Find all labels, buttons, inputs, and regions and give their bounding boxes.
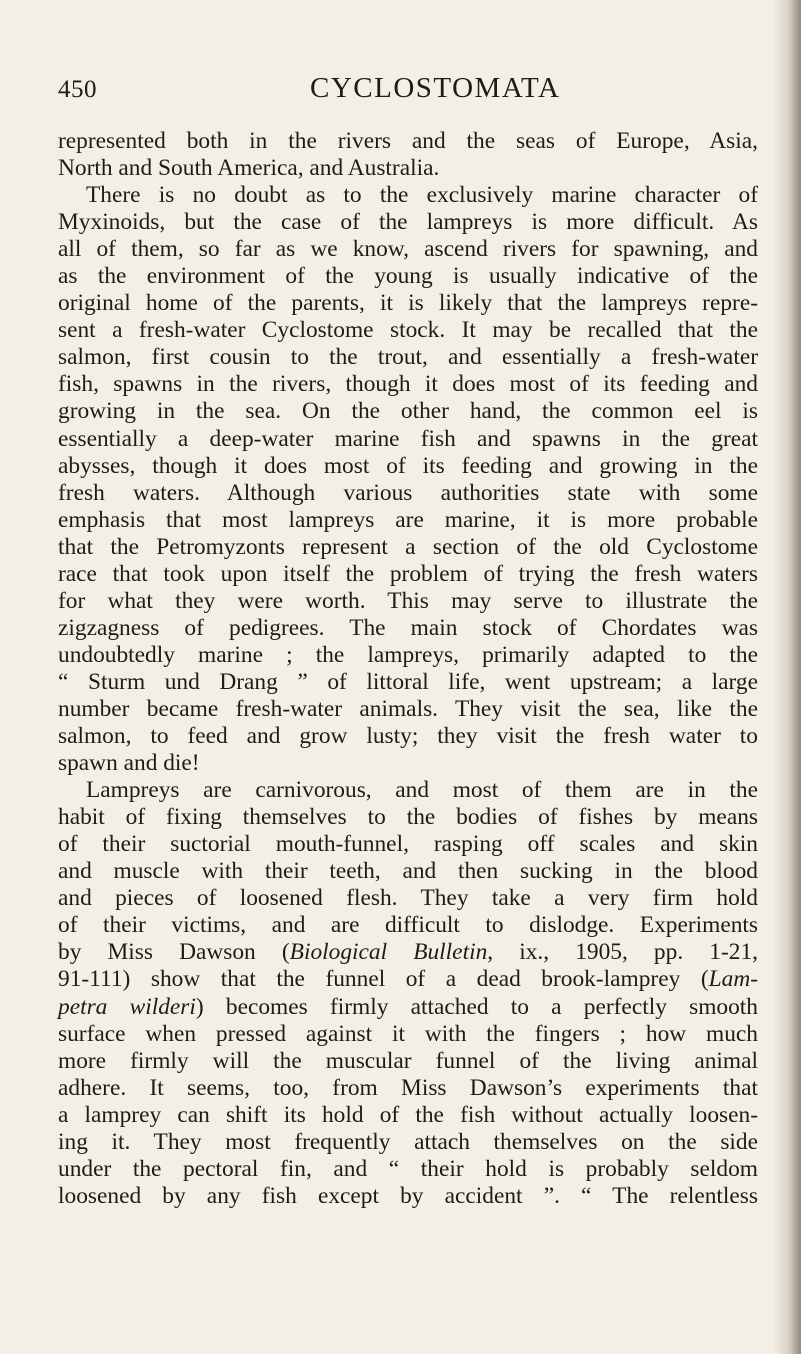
italic-citation: Lam- <box>708 966 758 993</box>
text-line <box>58 588 758 615</box>
text-line <box>58 1021 758 1048</box>
text-line <box>58 371 758 398</box>
text-line <box>58 1129 758 1156</box>
text-line <box>58 1075 758 1102</box>
text-line <box>58 534 758 561</box>
text-line <box>58 453 758 480</box>
text-line <box>58 561 758 588</box>
text-line <box>58 290 758 317</box>
page-number: 450 <box>58 76 97 103</box>
text-line-segment: that the Petromyzonts represent a section of the old Cyclostome <box>58 533 758 560</box>
text-line <box>58 939 758 966</box>
text-line <box>58 858 758 885</box>
text-line <box>58 317 758 344</box>
text-line <box>58 696 758 723</box>
text-line-segment: of their suctorial mouth-funnel, rasping off scales and skin <box>58 831 758 858</box>
text-line-segment: ing it. They most frequently attach themselves on the side <box>58 1128 758 1155</box>
text-line-segment: as the environment of the young is usually indicative of the <box>58 263 758 290</box>
text-line-segment: essentially a deep-water marine fish and spawns in the great <box>58 425 758 452</box>
running-head: CYCLOSTOMATA <box>310 72 561 104</box>
text-line-segment: fish, spawns in the rivers, though it does most of its feeding and <box>58 371 758 398</box>
text-line <box>58 182 758 209</box>
text-line-segment: under the pectoral fin, and “ their hold is probably seldom <box>58 1155 758 1182</box>
text-line <box>58 209 758 236</box>
text-line <box>58 155 758 182</box>
text-line-segment: and pieces of loosened flesh. They take a very firm hold <box>58 885 758 912</box>
text-line <box>58 912 758 939</box>
text-line-segment: Myxinoids, but the case of the lampreys is more difficult. As <box>58 209 758 236</box>
text-line-segment: fresh waters. Although various authorities state with some <box>58 479 758 506</box>
text-line <box>58 831 758 858</box>
text-line-segment: zigzagness of pedigrees. The main stock of Chordates was <box>58 614 758 641</box>
text-line-segment: spawn and die! <box>58 750 200 777</box>
text-line-segment: and muscle with their teeth, and then sucking in the blood <box>58 858 758 885</box>
text-line <box>58 480 758 507</box>
page-header <box>58 72 758 112</box>
text-line-segment: growing in the sea. On the other hand, the common eel is <box>58 398 758 425</box>
text-line-segment: undoubtedly marine ; the lampreys, primarily adapted to the <box>58 641 758 668</box>
text-line <box>58 777 758 804</box>
text-line-segment: There is no doubt as to the exclusively marine character of <box>86 182 758 209</box>
text-line <box>58 750 758 777</box>
text-line <box>58 994 758 1021</box>
text-line <box>58 426 758 453</box>
text-line-segment: adhere. It seems, too, from Miss Dawson’s experiments that <box>58 1074 758 1101</box>
italic-citation: Biological Bulletin <box>289 939 488 966</box>
text-line-segment: salmon, to feed and grow lusty; they visit the fresh water to <box>58 723 758 750</box>
text-line-segment: habit of fixing themselves to the bodies of fishes by means <box>58 804 758 831</box>
text-line-segment: ) becomes firmly attached to a perfectly smooth <box>195 993 758 1020</box>
text-line-segment: emphasis that most lampreys are marine, it is more probable <box>58 506 758 533</box>
text-line-segment: represented both in the rivers and the seas of Europe, Asia, <box>58 128 758 154</box>
text-line-segment: salmon, first cousin to the trout, and essentially a fresh-water <box>58 344 758 371</box>
text-line <box>58 398 758 425</box>
text-line-segment: number became fresh-water animals. They visit the sea, like the <box>58 695 758 722</box>
text-line <box>58 507 758 534</box>
italic-citation: petra wilderi <box>58 993 196 1020</box>
text-line <box>58 1048 758 1075</box>
text-line <box>58 804 758 831</box>
text-line-segment: North and South America, and Australia. <box>58 155 440 182</box>
text-line <box>58 966 758 993</box>
text-line <box>58 723 758 750</box>
text-line-segment: of their victims, and are difficult to dislodge. Experiments <box>58 912 758 939</box>
text-line-segment: more firmly will the muscular funnel of the living animal <box>58 1047 758 1074</box>
text-line-segment: surface when pressed against it with the fingers ; how much <box>58 1020 758 1047</box>
text-line-segment: “ Sturm und Drang ” of littoral life, went upstream; a large <box>58 668 758 695</box>
text-line <box>58 615 758 642</box>
page-edge-shadow <box>773 0 801 1354</box>
text-line-segment: Lampreys are carnivorous, and most of them are in the <box>86 777 758 804</box>
text-line <box>58 1183 758 1210</box>
text-line <box>58 642 758 669</box>
text-line <box>58 1156 758 1183</box>
text-line <box>58 128 758 155</box>
text-line <box>58 1102 758 1129</box>
text-line <box>58 669 758 696</box>
text-line-segment: race that took upon itself the problem of trying the fresh waters <box>58 560 758 587</box>
text-line-segment: a lamprey can shift its hold of the fish without actually loosen- <box>58 1101 758 1128</box>
text-line-segment: 91-111) show that the funnel of a dead brook-lamprey ( <box>58 966 709 993</box>
body-text <box>58 128 758 1210</box>
text-line-segment: all of them, so far as we know, ascend rivers for spawning, and <box>58 236 758 263</box>
text-line <box>58 344 758 371</box>
text-line <box>58 263 758 290</box>
text-line-segment: original home of the parents, it is likely that the lampreys repre- <box>58 290 758 317</box>
text-line <box>58 236 758 263</box>
text-line-segment: for what they were worth. This may serve to illustrate the <box>58 587 758 614</box>
text-line-segment: , ix., 1905, pp. 1-21, <box>487 939 758 966</box>
text-line-segment: abysses, though it does most of its feeding and growing in the <box>58 452 758 479</box>
text-line-segment: sent a fresh-water Cyclostome stock. It may be recalled that the <box>58 317 758 344</box>
text-line <box>58 885 758 912</box>
text-line-segment: loosened by any fish except by accident ”. “ The relentless <box>58 1182 758 1209</box>
text-line-segment: by Miss Dawson ( <box>58 939 290 966</box>
